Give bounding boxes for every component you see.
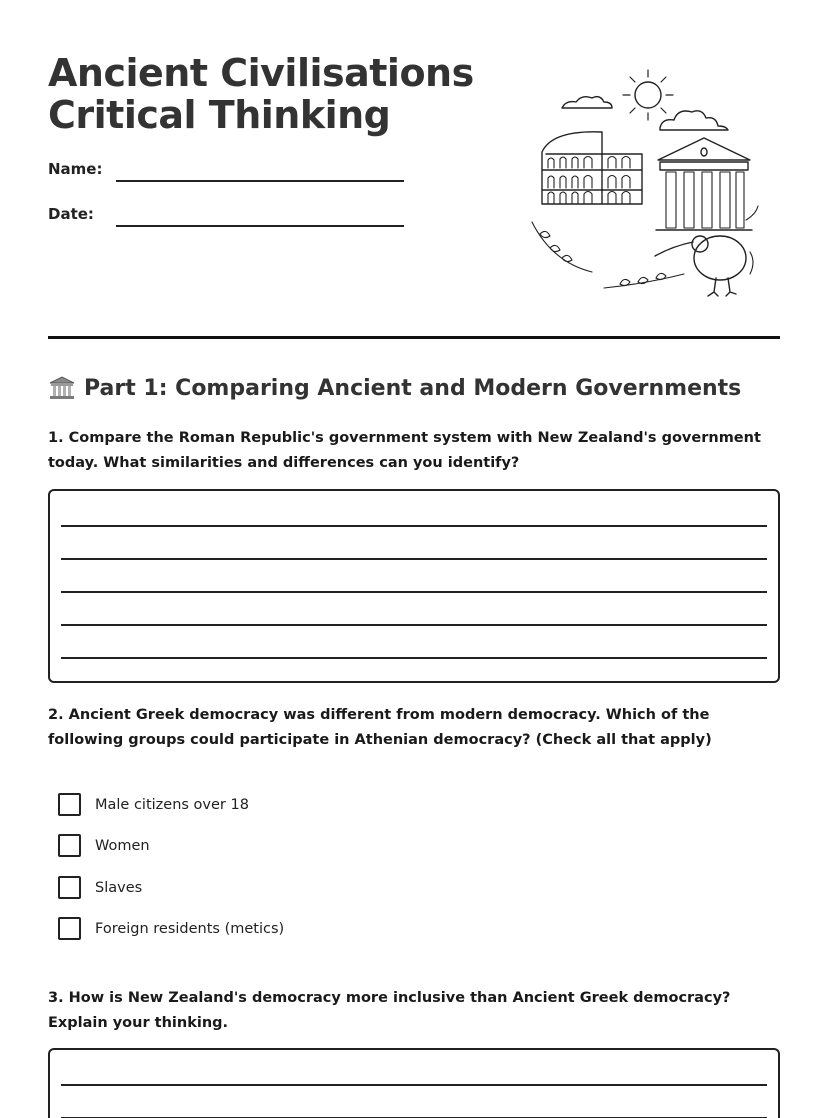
option-label: Slaves (95, 879, 143, 896)
checkbox[interactable] (58, 917, 81, 940)
option-label: Women (95, 837, 150, 854)
answer-line (61, 624, 767, 626)
option-male-citizens[interactable] (58, 793, 249, 816)
option-women[interactable] (58, 834, 150, 857)
answer-box-3[interactable] (48, 1048, 780, 1118)
answer-line (61, 657, 767, 659)
title-line-2: Critical Thinking (48, 93, 391, 137)
date-field[interactable] (116, 225, 404, 227)
option-label: Male citizens over 18 (95, 796, 249, 813)
question-2: 2. Ancient Greek democracy was different from modern democracy. Which of the following groups could participate in Athenian democracy? (Check all that apply) (48, 707, 712, 748)
classical-building-icon (48, 374, 76, 402)
title-line-1: Ancient Civilisations (48, 51, 474, 95)
option-foreign-residents[interactable] (58, 917, 284, 940)
answer-box-1[interactable] (48, 489, 780, 683)
answer-line (61, 591, 767, 593)
answer-line (61, 1084, 767, 1086)
question-3: 3. How is New Zealand's democracy more inclusive than Ancient Greek democracy? Explain your thinking. (48, 990, 731, 1031)
option-label: Foreign residents (metics) (95, 920, 285, 937)
question-1: 1. Compare the Roman Republic's government system with New Zealand's government today. What similarities and differences can you identify? (48, 430, 761, 471)
answer-line (61, 558, 767, 560)
part-1-heading (48, 374, 741, 402)
checkbox[interactable] (58, 834, 81, 857)
part-1-heading-text: Part 1: Comparing Ancient and Modern Governments (84, 375, 742, 401)
answer-line (61, 525, 767, 527)
checkbox[interactable] (58, 793, 81, 816)
checkbox[interactable] (58, 876, 81, 899)
colosseum-temple-kiwi-illustration (520, 62, 770, 312)
name-label: Name: (48, 160, 103, 178)
option-slaves[interactable] (58, 876, 142, 899)
section-divider (48, 336, 780, 339)
date-label: Date: (48, 205, 94, 223)
page-title (48, 52, 474, 136)
name-field[interactable] (116, 180, 404, 182)
